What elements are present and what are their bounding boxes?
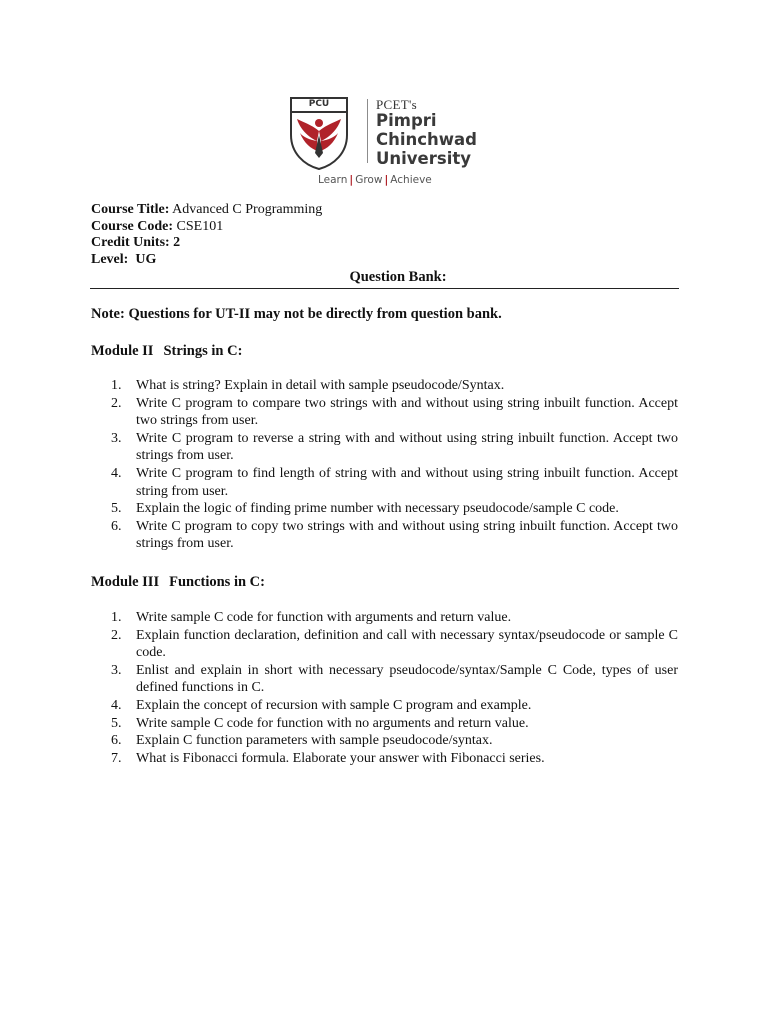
module-heading — [91, 574, 265, 591]
level-value: UG — [135, 251, 157, 267]
question-item — [91, 715, 678, 733]
question-list — [91, 609, 678, 767]
question-text: Write C program to copy two strings with and without using string inbuilt function. Accept two strings from user. — [136, 518, 678, 552]
question-text: Write sample C code for function with arguments and return value. — [136, 610, 512, 625]
module-heading — [91, 343, 242, 360]
question-text: Explain C function parameters with sample pseudocode/syntax. — [136, 733, 493, 749]
question-number: 2. — [111, 627, 122, 643]
question-number: 6. — [111, 518, 122, 534]
question-item — [91, 377, 678, 395]
course-title-label: Course Title: — [91, 202, 170, 217]
note: Note: Questions for UT-II may not be directly from question bank. — [91, 306, 502, 322]
question-item — [91, 627, 678, 662]
tagline-word: Achieve — [390, 174, 432, 186]
question-number: 4. — [111, 697, 122, 713]
question-text: Write C program to find length of string with and without using string inbuilt function. Accept string from user. — [136, 465, 678, 499]
question-text: Write sample C code for function with no arguments and return value. — [136, 715, 529, 731]
level-label: Level: — [91, 251, 129, 267]
module-name: Strings in C: — [163, 343, 243, 359]
divider — [90, 288, 679, 289]
question-text: What is string? Explain in detail with sample pseudocode/Syntax. — [136, 378, 505, 393]
logo-divider — [367, 99, 368, 163]
question-item — [91, 430, 678, 465]
question-item — [91, 750, 678, 768]
question-number: 3. — [111, 662, 122, 678]
university-prefix: PCET's — [376, 97, 417, 112]
module-name: Functions in C: — [169, 574, 265, 590]
module-label: Module III — [91, 574, 160, 590]
question-item — [91, 609, 678, 627]
level-row — [91, 252, 322, 269]
question-text: What is Fibonacci formula. Elaborate your answer with Fibonacci series. — [136, 750, 545, 766]
university-tagline: Learn | Grow | Achieve — [318, 174, 432, 186]
course-title-value: Advanced C Programming — [172, 202, 323, 217]
question-text: Explain the logic of finding prime number with necessary pseudocode/sample C code. — [136, 501, 619, 517]
university-name-line: Chinchwad — [376, 130, 477, 149]
question-number: 1. — [111, 378, 122, 393]
question-item — [91, 395, 678, 430]
page-title: Question Bank: — [349, 269, 447, 285]
question-text: Write C program to compare two strings with and without using string inbuilt function. Accept two strings from user. — [136, 395, 678, 429]
question-list — [91, 377, 678, 553]
question-text: Enlist and explain in short with necessary pseudocode/syntax/Sample C Code, types of user defined functions in C. — [136, 662, 678, 696]
course-title-row — [91, 202, 322, 219]
question-number: 2. — [111, 395, 122, 411]
question-text: Write C program to reverse a string with and without using string inbuilt function. Accept two strings from user. — [136, 430, 678, 464]
course-details — [91, 202, 322, 268]
question-text: Explain the concept of recursion with sample C program and example. — [136, 697, 532, 713]
course-code-label: Course Code: — [91, 218, 174, 234]
module-label: Module II — [91, 343, 154, 359]
question-text: Explain function declaration, definition and call with necessary syntax/pseudocode or sample C code. — [136, 627, 678, 661]
course-code-value: CSE101 — [176, 218, 224, 234]
credit-units-row — [91, 235, 322, 252]
question-item — [91, 697, 678, 715]
question-item — [91, 732, 678, 750]
question-item — [91, 662, 678, 697]
university-name-line: University — [376, 149, 472, 168]
question-number: 7. — [111, 750, 122, 766]
question-item — [91, 518, 678, 553]
tagline-word: Learn — [318, 174, 348, 186]
credit-units-label: Credit Units: 2 — [91, 235, 181, 250]
university-name-line: Pimpri — [376, 111, 437, 130]
tagline-word: Grow — [355, 174, 383, 186]
university-logo — [288, 95, 488, 190]
question-number: 4. — [111, 465, 122, 481]
university-name — [376, 111, 477, 168]
course-code-row — [91, 219, 322, 236]
logo-badge-text: PCU — [308, 99, 330, 109]
question-number: 6. — [111, 733, 122, 749]
question-item — [91, 500, 678, 518]
question-number: 1. — [111, 610, 122, 625]
question-item — [91, 465, 678, 500]
question-number: 3. — [111, 430, 122, 446]
question-number: 5. — [111, 715, 122, 731]
question-number: 5. — [111, 501, 122, 517]
